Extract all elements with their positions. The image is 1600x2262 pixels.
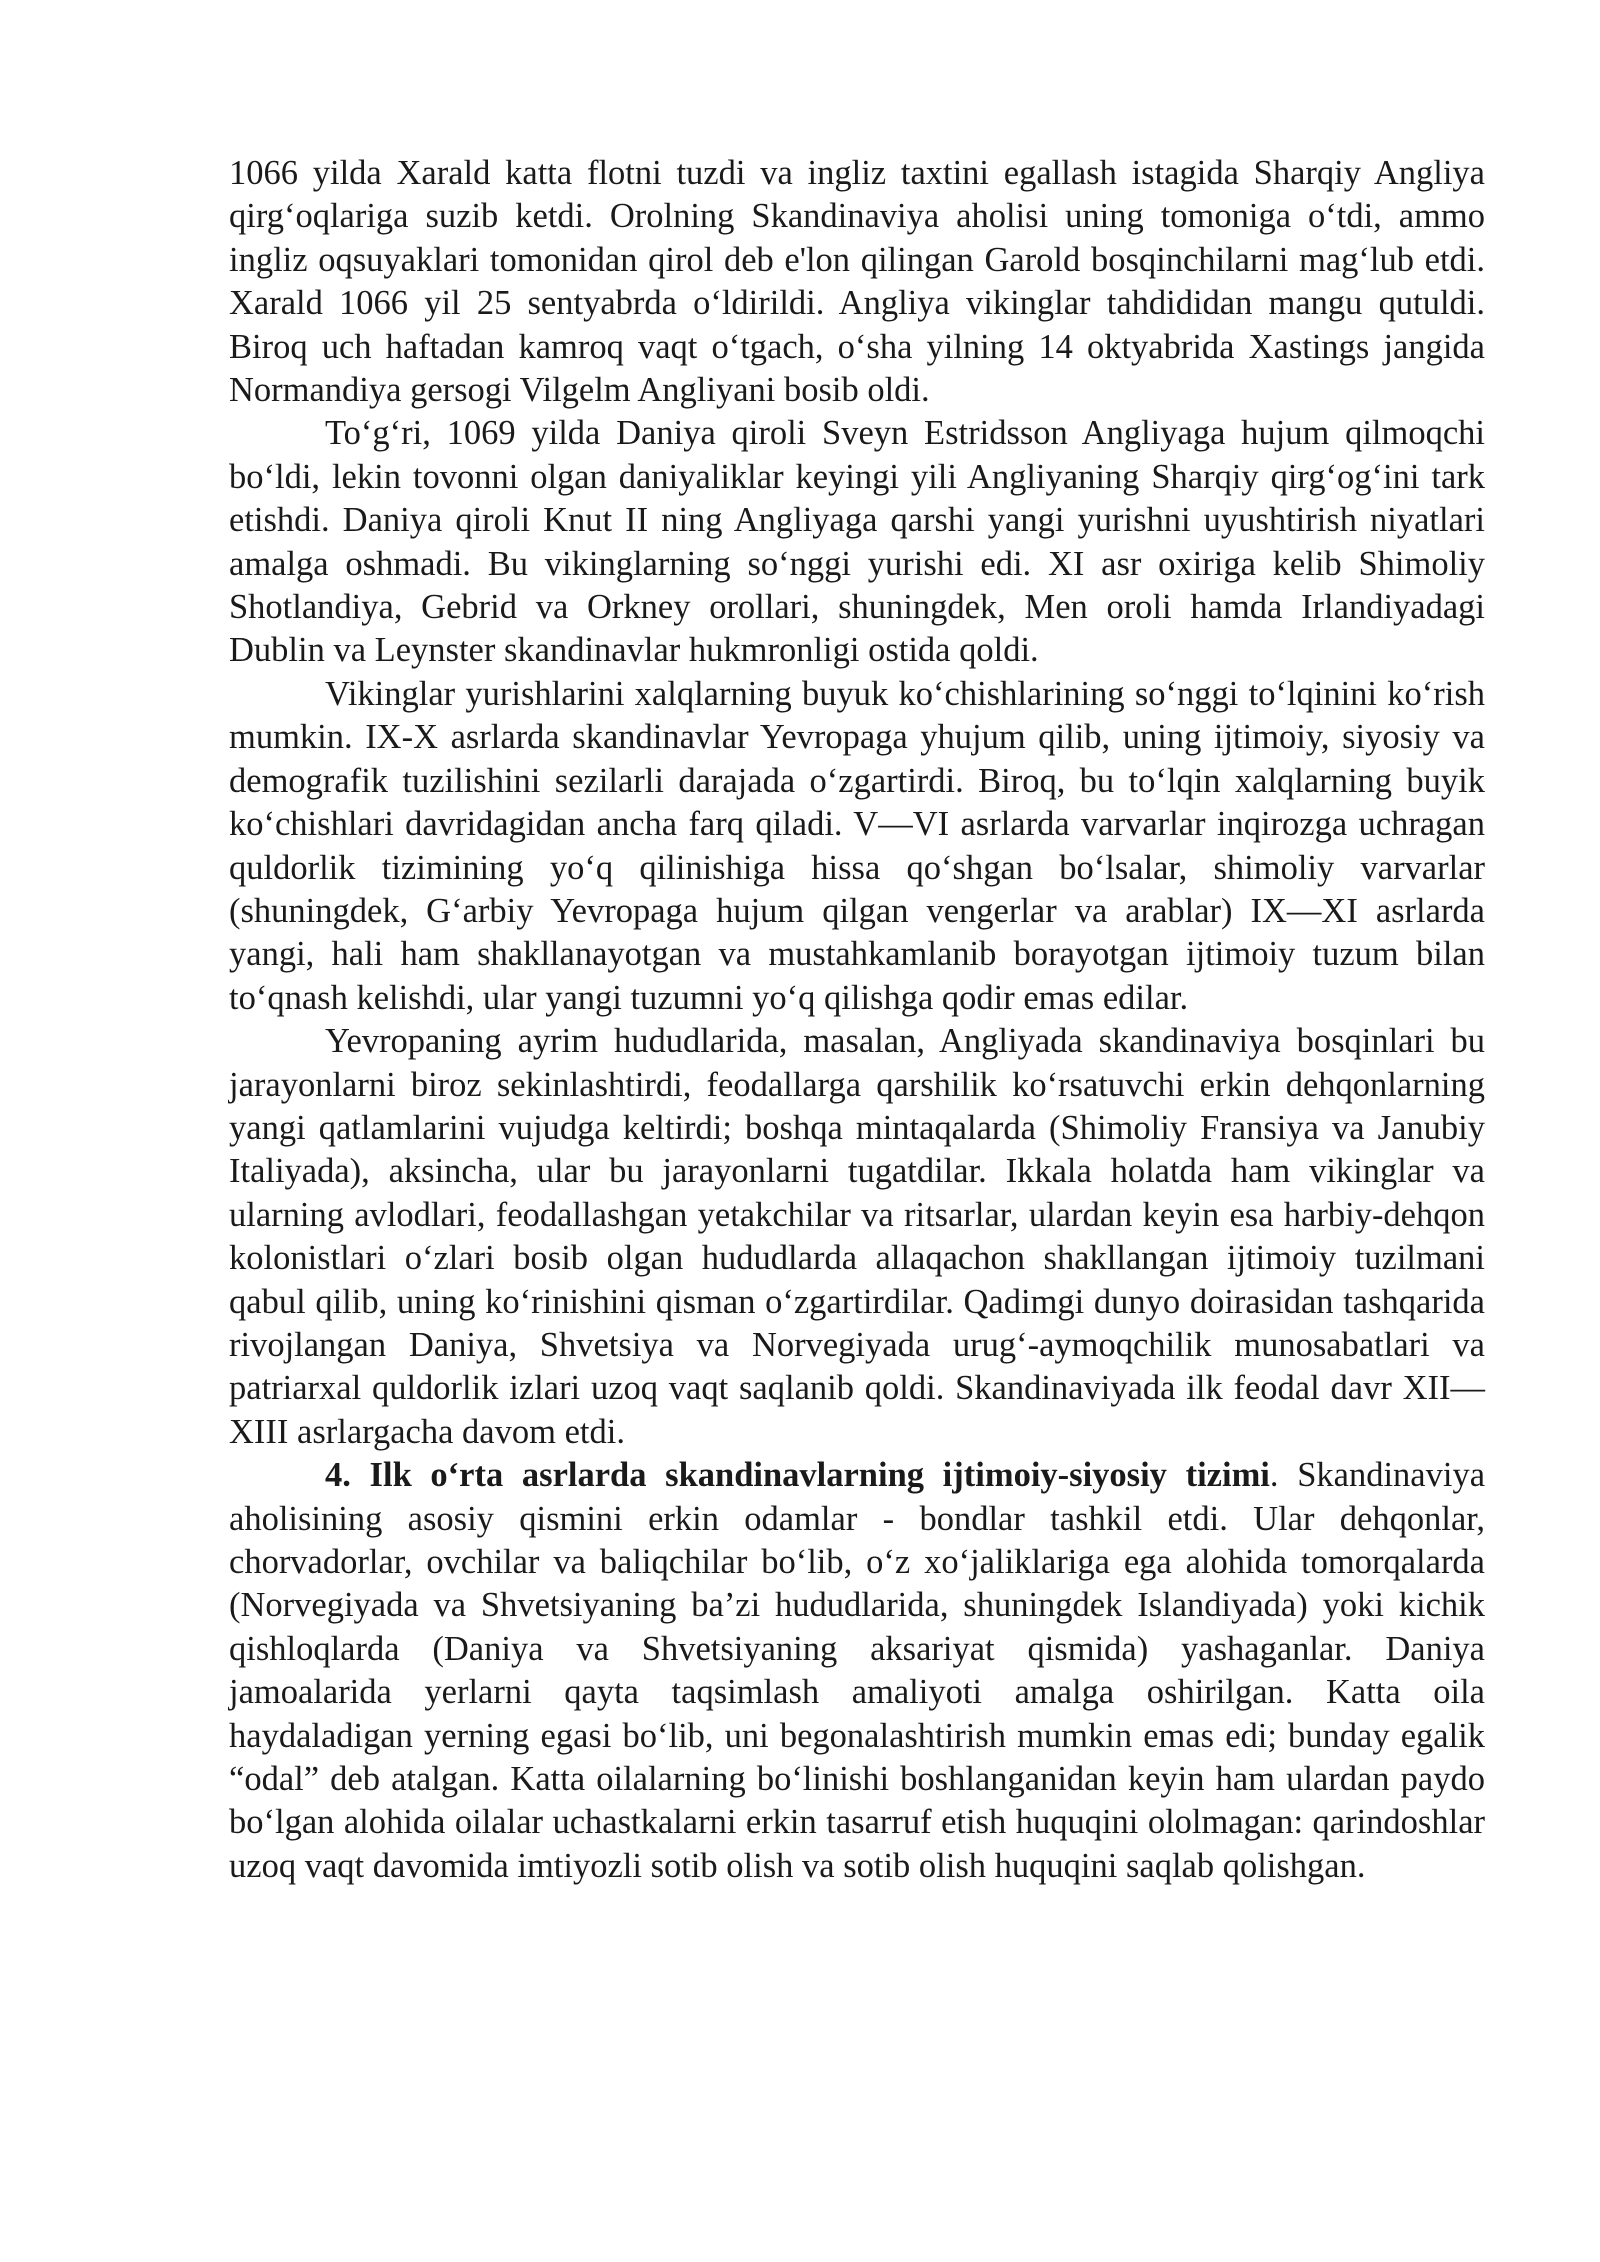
- paragraph-4: Yevropaning ayrim hududlarida, masalan, Angliyada skandinaviya bosqinlari bu jarayonlarni biroz sekinlashtirdi, feodallarga qarshilik ko‘rsatuvchi erkin dehqonlarning yangi qatlamlarini vujudga keltirdi; boshqa mintaqalarda (Shimoliy Fransiya va Janubiy Italiyada), aksincha, ular bu jarayonlarni tugatdilar. Ikkala holatda ham vikinglar va ularning avlodlari, feodallashgan yetakchilar va ritsarlar, ulardan keyin esa harbiy-dehqon kolonistlari o‘zlari bosib olgan hududlarda allaqachon shakllangan ijtimoiy tuzilmani qabul qilib, uning ko‘rinishini qisman o‘zgartirdilar. Qadimgi dunyo doirasidan tashqarida rivojlangan Daniya, Shvetsiya va Norvegiyada urug‘-aymoqchilik munosabatlari va patriarxal quldorlik izlari uzoq vaqt saqlanib qoldi. Skandinaviyada ilk feodal davr XII—XIII asrlargacha davom etdi.: [229, 1022, 1485, 1451]
- section-heading-period: .: [1269, 1456, 1279, 1495]
- section-heading: 4. Ilk o‘rta asrlarda skandinavlarning ijtimoiy-siyosiy tizimi: [325, 1456, 1270, 1495]
- paragraph-5-text: Skandinaviya aholisining asosiy qismini erkin odamlar - bondlar tashkil etdi. Ular dehqonlar, chorvadorlar, ovchilar va baliqchilar bo‘lib, o‘z xo‘jaliklariga ega alohida tomorqalarda (Norvegiyada va Shvetsiyaning ba’zi hududlarida, shuningdek Islandiyada) yoki kichik qishloqlarda (Daniya va Shvetsiyaning aksariyat qismida) yashaganlar. Daniya jamoalarida yerlarni qayta taqsimlash amaliyoti amalga oshirilgan. Katta oila haydaladigan yerning egasi bo‘lib, uni begonalashtirish mumkin emas edi; bunday egalik “odal” deb atalgan. Katta oilalarning bo‘linishi boshlanganidan keyin ham ulardan paydo bo‘lgan alohida oilalar uchastkalarni erkin tasarruf etish huquqini ololmagan: qarindoshlar uzoq vaqt davomida imtiyozli sotib olish va sotib olish huquqini saqlab qolishgan.: [229, 1456, 1486, 1885]
- paragraph-2: To‘g‘ri, 1069 yilda Daniya qiroli Sveyn Estridsson Angliyaga hujum qilmoqchi bo‘ldi, lekin tovonni olgan daniyaliklar keyingi yili Angliyaning Sharqiy qirg‘og‘ini tark etishdi. Daniya qiroli Knut II ning Angliyaga qarshi yangi yurishni uyushtirish niyatlari amalga oshmadi. Bu vikinglarning so‘nggi yurishi edi. XI asr oxiriga kelib Shimoliy Shotlandiya, Gebrid va Orkney orollari, shuningdek, Men oroli hamda Irlandiyadagi Dublin va Leynster skandinavlar hukmronligi ostida qoldi.: [229, 414, 1485, 670]
- paragraph-5-heading: [229, 1454, 1485, 1888]
- document-page: [229, 152, 1485, 1888]
- paragraph-1: 1066 yilda Xarald katta flotni tuzdi va ingliz taxtini egallash istagida Sharqiy Angliya qirg‘oqlariga suzib ketdi. Orolning Skandinaviya aholisi uning tomoniga o‘tdi, ammo ingliz oqsuyaklari tomonidan qirol deb e'lon qilingan Garold bosqinchilarni mag‘lub etdi. Xarald 1066 yil 25 sentyabrda o‘ldirildi. Angliya vikinglar tahdididan mangu qutuldi. Biroq uch haftadan kamroq vaqt o‘tgach, o‘sha yilning 14 oktyabrida Xastings jangida Normandiya gersogi Vilgelm Angliyani bosib oldi.: [229, 154, 1485, 410]
- paragraph-3: Vikinglar yurishlarini xalqlarning buyuk ko‘chishlarining so‘nggi to‘lqinini ko‘rish mumkin. IX-X asrlarda skandinavlar Yevropaga yhujum qilib, uning ijtimoiy, siyosiy va demografik tuzilishini sezilarli darajada o‘zgartirdi. Biroq, bu to‘lqin xalqlarning buyik ko‘chishlari davridagidan ancha farq qiladi. V—VI asrlarda varvarlar inqirozga uchragan quldorlik tizimining yo‘q qilinishiga hissa qo‘shgan bo‘lsalar, shimoliy varvarlar (shuningdek, G‘arbiy Yevropaga hujum qilgan vengerlar va arablar) IX—XI asrlarda yangi, hali ham shakllanayotgan va mustahkamlanib borayotgan ijtimoiy tuzum bilan to‘qnash kelishdi, ular yangi tuzumni yo‘q qilishga qodir emas edilar.: [229, 674, 1485, 1017]
